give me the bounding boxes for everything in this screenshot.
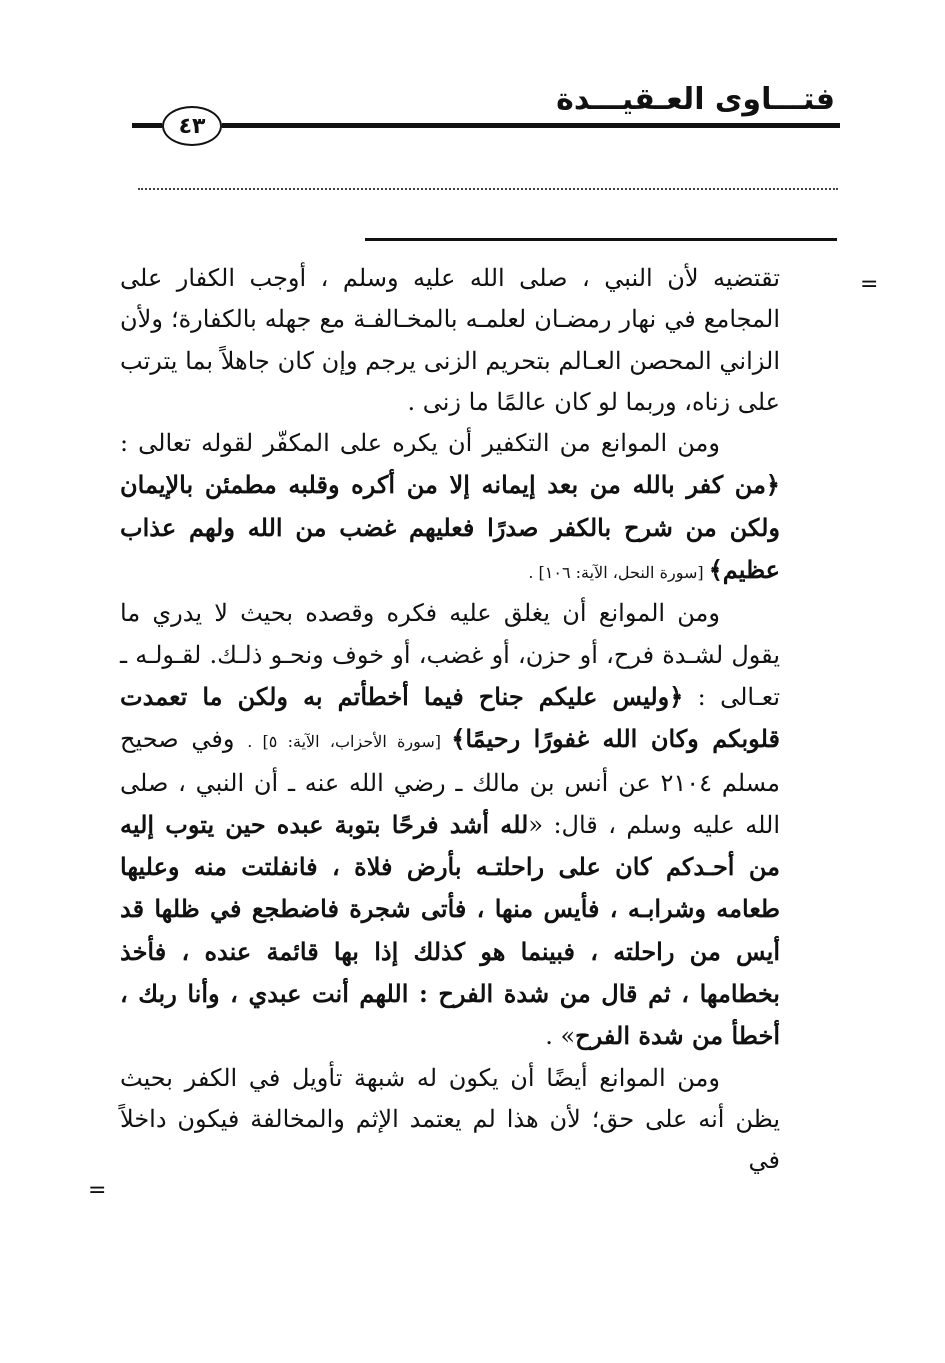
footnote-rule	[365, 238, 837, 241]
hadith-text: لله أشد فرحًا بتوبة عبده حين يتوب إليه من أحـدكم كان على راحلتـه بأرض فلاة ، فانفلتت منه وعليها طعامه وشرابـه ، فأيس منها ، فأتى شجرة فاضطجع في ظلها قد أيس من راحلته ، فبينما هو كذلك إذا بها قائمة عنده ، فأخذ بخطامها ، ثم قال من شدة الفرح : اللهم أنت عبدي ، وأنا ربك ، أخطأ من شدة الفرح	[120, 809, 781, 1051]
paragraph-4: ومن الموانع أيضًا أن يكون له شبهة تأويل في الكفر بحيث يظن أنه على حق؛ لأن هذا لم يعتمد الإثم والمخالفة فيكون داخلاً في	[120, 1063, 780, 1175]
verse-reference-ahzab: [سورة الأحزاب، الآية: ٥] .	[247, 732, 452, 752]
verse-reference-nahl: [سورة النحل، الآية: ١٠٦] .	[528, 563, 709, 583]
book-title: فتـــاوى العـقيـــدة	[556, 82, 835, 117]
header-rule-short	[132, 123, 162, 128]
header-rule	[222, 123, 840, 128]
paragraph-3-intro: ومن الموانع أن يغلق عليه فكره وقصده بحيث لا يدري ما يقول لشـدة فرح، أو حزن، أو غضب، أو خوف ونحـو ذلـك. لقـولـه ـ تعـالى :	[120, 599, 780, 711]
paragraph-3	[120, 593, 780, 1057]
body-text	[120, 258, 780, 1182]
paragraph-3-middle: وفي صحيح مسلم ٢١٠٤ عن أنس بن مالك ـ رضي الله عنه ـ أن النبي ، صلى الله عليه وسلم ، قال: «	[120, 725, 780, 839]
quran-verse-nahl: ﴿من كفر بالله من بعد إيمانه إلا من أكره وقلبه مطمئن بالإيمان ولكن من شرح بالكفر صدرًا فعليهم غضب من الله ولهم عذاب عظيم﴾	[120, 470, 780, 585]
page-number-text: ٤٣	[178, 113, 206, 139]
paragraph-2	[120, 423, 780, 593]
page-number	[162, 106, 222, 146]
continuation-mark-top: =	[860, 272, 879, 297]
paragraph-2-intro: ومن الموانع من التكفير أن يكره على المكفّر لقوله تعالى :	[120, 429, 720, 458]
paragraph-1: تقتضيه لأن النبي ، صلى الله عليه وسلم ، أوجب الكفار على المجامع في نهار رمضـان لعلمـه بالمخـالفـة مع جهله بالكفارة؛ ولأن الزاني المحصن العـالم بتحريم الزنى يرجم وإن كان جاهلاً بما يترتب على زناه، وربما لو كان عالمًا ما زنى .	[120, 264, 780, 416]
dotted-separator	[138, 188, 838, 190]
quran-verse-ahzab: ﴿وليس عليكم جناح فيما أخطأتم به ولكن ما تعمدت قلوبكم وكان الله غفورًا رحيمًا﴾	[120, 681, 780, 754]
continuation-mark-bottom: =	[88, 1178, 107, 1203]
paragraph-3-end: » .	[545, 1022, 576, 1051]
